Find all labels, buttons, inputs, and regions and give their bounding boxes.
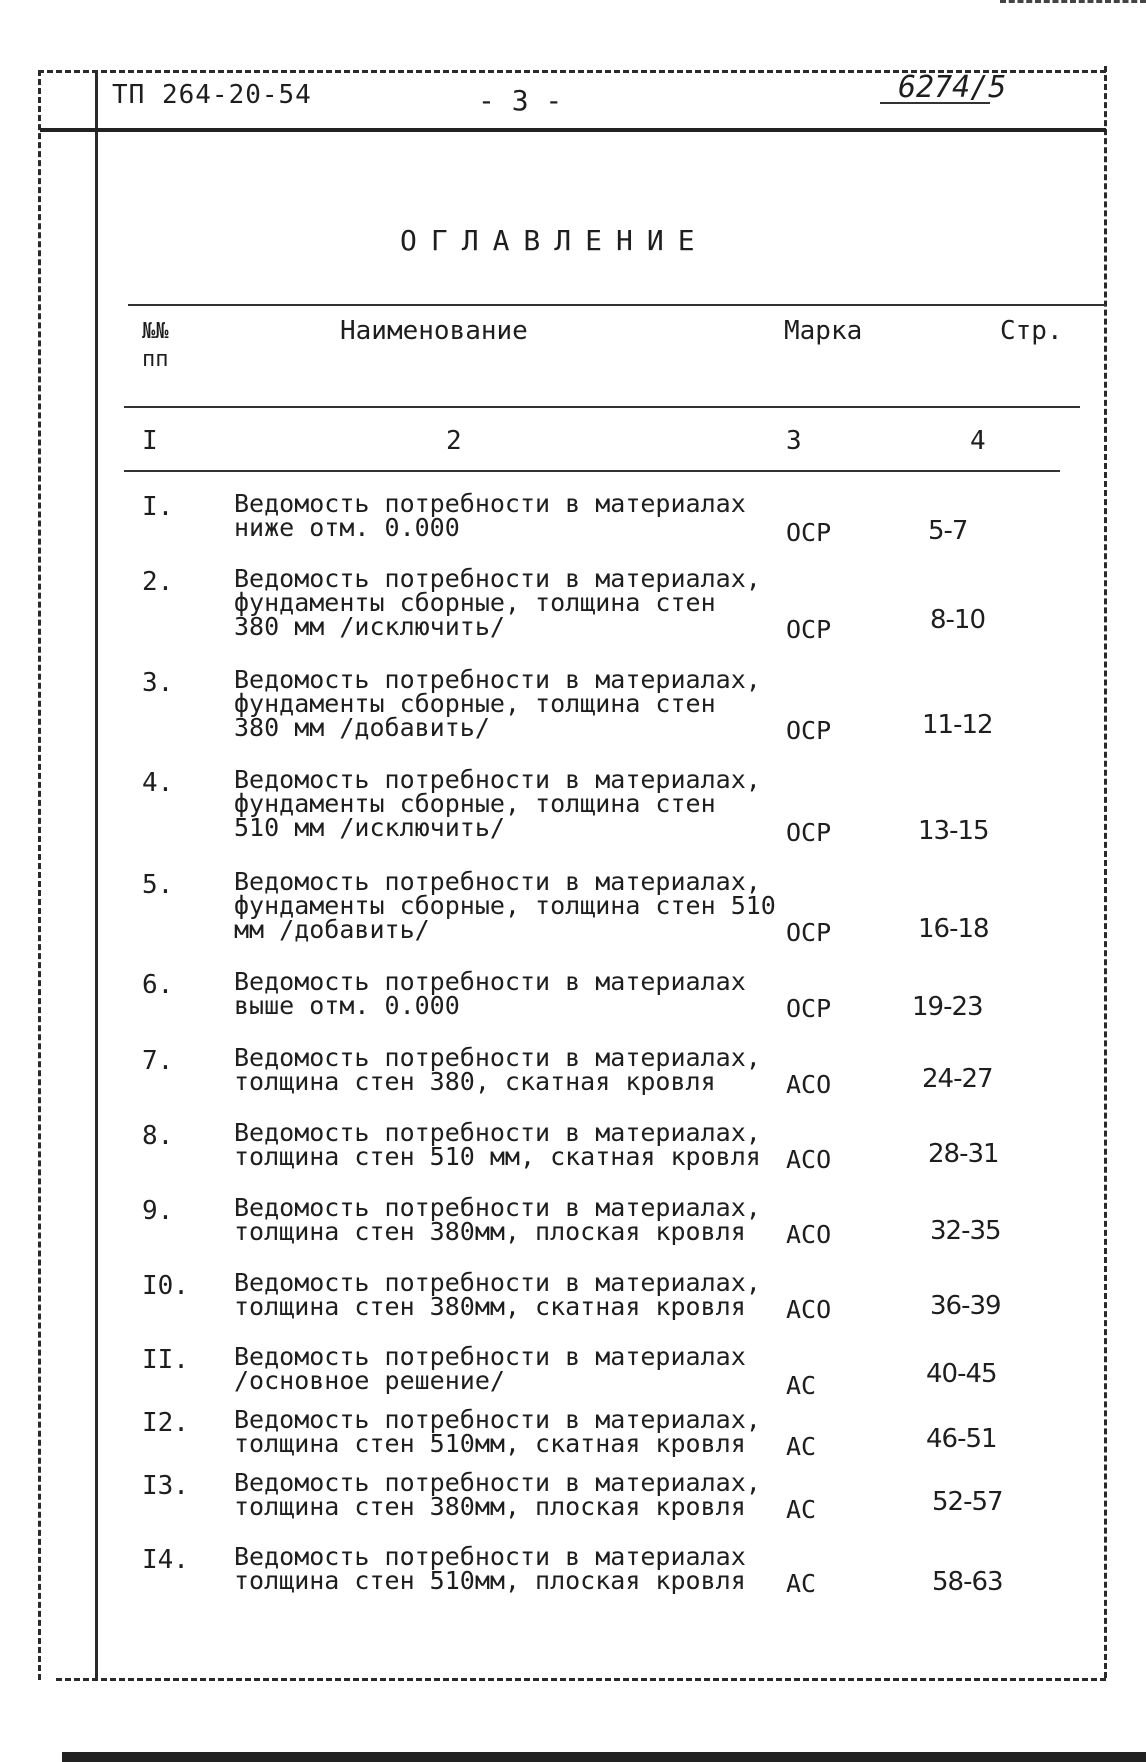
row-pages: 40-45 xyxy=(926,1359,997,1389)
row-title: Ведомость потребности в материалах, фундаменты сборные, толщина стен 380 мм /добавить/ xyxy=(234,665,761,742)
row-pages: 58-63 xyxy=(932,1567,1003,1597)
row-title: Ведомость потребности в материалах, фундаменты сборные, толщина стен 380 мм /исключить/ xyxy=(234,564,761,641)
top-edge-dash xyxy=(1000,0,1146,3)
row-number: I2. xyxy=(142,1408,189,1438)
row-mark: ОСР xyxy=(786,818,832,847)
row-pages: 24-27 xyxy=(922,1064,993,1094)
row-number: I3. xyxy=(142,1471,189,1501)
row-title: Ведомость потребности в материалах, толщина стен 380мм, плоская кровля xyxy=(234,1468,761,1521)
row-pages: 52-57 xyxy=(932,1487,1003,1517)
row-pages: 46-51 xyxy=(926,1424,997,1454)
row-title: Ведомость потребности в материалах, толщина стен 510мм, скатная кровля xyxy=(234,1405,761,1458)
header-rule xyxy=(40,128,1106,132)
frame-bottom-border xyxy=(56,1678,1106,1681)
column-header-page: Стр. xyxy=(1000,316,1063,346)
sheet-number-underline xyxy=(880,102,990,104)
row-number: I. xyxy=(142,492,174,522)
row-number: II. xyxy=(142,1345,189,1375)
table-top-rule xyxy=(128,304,1106,306)
row-mark: ОСР xyxy=(786,615,832,644)
row-pages: 8-10 xyxy=(930,605,986,635)
row-mark: ОСР xyxy=(786,918,832,947)
row-pages: 32-35 xyxy=(930,1216,1001,1246)
column-index-4: 4 xyxy=(970,426,986,456)
row-mark: ОСР xyxy=(786,518,832,547)
row-mark: АС xyxy=(786,1432,817,1461)
page-title: ОГЛАВЛЕНИЕ xyxy=(400,224,709,257)
row-title: Ведомость потребности в материалах, толщина стен 380мм, скатная кровля xyxy=(234,1268,761,1321)
column-header-name: Наименование xyxy=(340,316,528,346)
row-number: 6. xyxy=(142,970,174,1000)
page-number: - 3 - xyxy=(478,84,563,117)
row-pages: 16-18 xyxy=(918,914,989,944)
column-index-3: 3 xyxy=(786,426,802,456)
row-mark: АСО xyxy=(786,1295,832,1324)
row-title: Ведомость потребности в материалах, толщина стен 380мм, плоская кровля xyxy=(234,1193,761,1246)
row-number: 9. xyxy=(142,1196,174,1226)
column-index-1: I xyxy=(142,426,158,456)
row-mark: АС xyxy=(786,1371,817,1400)
column-index-2: 2 xyxy=(446,426,462,456)
sheet-number: 6274/5 xyxy=(898,70,1007,105)
row-title: Ведомость потребности в материалах /основное решение/ xyxy=(234,1342,746,1395)
row-number: 4. xyxy=(142,768,174,798)
row-pages: 13-15 xyxy=(918,816,989,846)
row-pages: 28-31 xyxy=(928,1139,999,1169)
row-mark: АС xyxy=(786,1495,817,1524)
row-mark: АС xyxy=(786,1569,817,1598)
document-code: ТП 264-20-54 xyxy=(112,80,312,110)
row-title: Ведомость потребности в материалах, фундаменты сборные, толщина стен 510 мм /исключить/ xyxy=(234,765,761,842)
row-title: Ведомость потребности в материалах выше отм. 0.000 xyxy=(234,967,746,1020)
row-title: Ведомость потребности в материалах, толщина стен 380, скатная кровля xyxy=(234,1043,761,1096)
row-number: 5. xyxy=(142,870,174,900)
row-mark: ОСР xyxy=(786,716,832,745)
row-title: Ведомость потребности в материалах, толщина стен 510 мм, скатная кровля xyxy=(234,1118,761,1171)
row-number: 2. xyxy=(142,567,174,597)
column-header-mark: Марка xyxy=(784,316,863,346)
row-pages: 11-12 xyxy=(922,710,993,740)
row-title: Ведомость потребности в материалах, фундаменты сборные, толщина стен 510 мм /добавить/ xyxy=(234,867,776,944)
row-mark: АСО xyxy=(786,1145,832,1174)
table-index-rule xyxy=(124,470,1060,472)
table-header-rule xyxy=(124,406,1080,408)
row-number: I4. xyxy=(142,1545,189,1575)
row-number: I0. xyxy=(142,1271,189,1301)
row-pages: 36-39 xyxy=(930,1291,1001,1321)
binding-margin-line xyxy=(95,72,98,1680)
row-number: 7. xyxy=(142,1046,174,1076)
row-mark: ОСР xyxy=(786,994,832,1023)
column-header-number: №№ пп xyxy=(142,319,169,372)
bottom-scan-strip xyxy=(62,1752,1146,1762)
row-pages: 19-23 xyxy=(912,992,983,1022)
row-pages: 5-7 xyxy=(928,516,968,546)
row-number: 8. xyxy=(142,1121,174,1151)
frame-left-border xyxy=(38,70,41,1680)
row-mark: АСО xyxy=(786,1070,832,1099)
frame-right-border xyxy=(1104,66,1107,1678)
row-title: Ведомость потребности в материалах толщина стен 510мм, плоская кровля xyxy=(234,1542,746,1595)
row-number: 3. xyxy=(142,668,174,698)
row-mark: АСО xyxy=(786,1220,832,1249)
row-title: Ведомость потребности в материалах ниже отм. 0.000 xyxy=(234,489,746,542)
